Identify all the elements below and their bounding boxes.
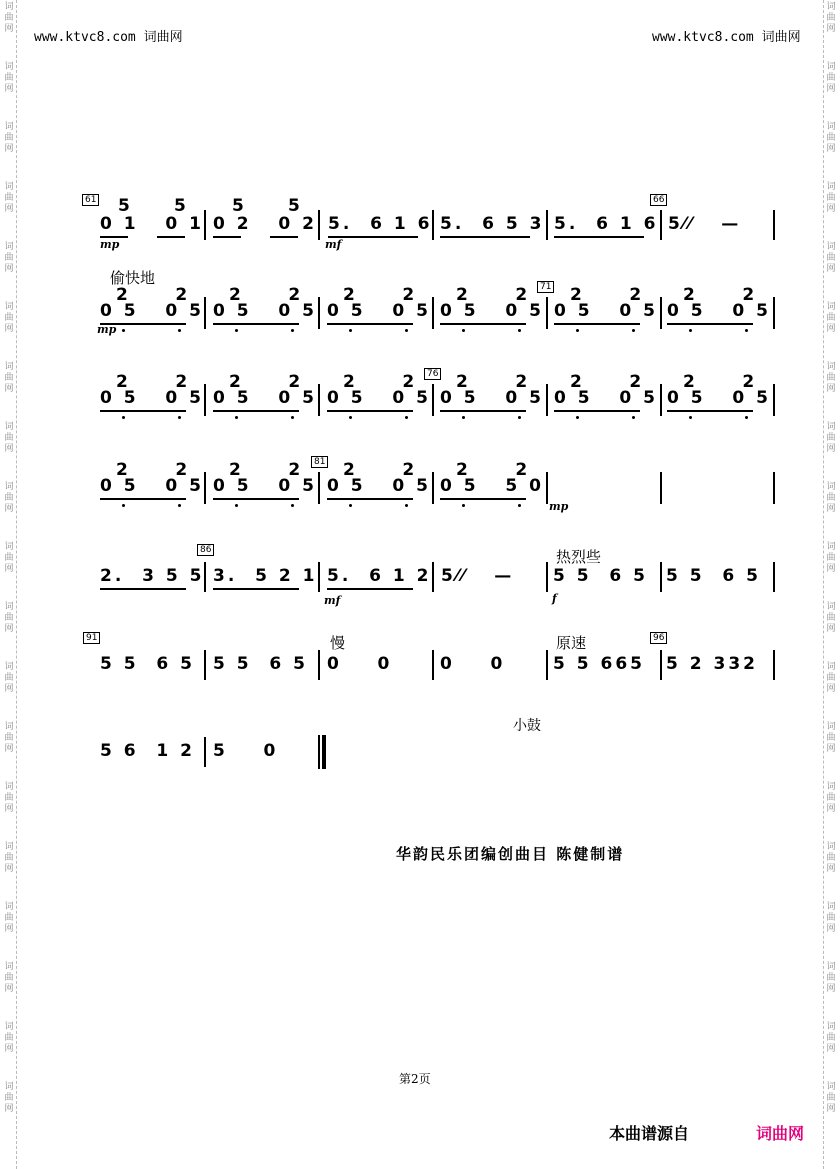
note-group: 0 5 0 5 [440,388,544,408]
watermark-char-group: 词 曲 网 [826,662,836,694]
upper-note: 5 [232,196,247,216]
underline [100,498,186,500]
octave-dot [405,416,408,419]
barline [204,737,206,767]
footer-source-label: 本曲谱源自 [609,1124,690,1143]
note-group: 5 5 665 [553,654,645,674]
expression-text: 热烈些 [556,548,602,566]
note-group: 5. 6 1 6 [328,214,433,234]
measure-number: 86 [197,544,214,556]
note-group: 0 5 0 5 [213,388,317,408]
barline [773,650,775,680]
barline [432,562,434,592]
dynamic-mark: f [552,592,557,605]
octave-dot [349,504,352,507]
octave-dot [235,416,238,419]
note-group: 0 5 0 5 [667,301,771,321]
barline [773,210,775,240]
octave-dot [689,329,692,332]
watermark-char-group: 词 曲 网 [826,842,836,874]
upper-note: 2 2 [683,372,758,392]
barline [546,210,548,240]
octave-dot [518,416,521,419]
barline [432,472,434,504]
underline [440,236,530,238]
watermark-char-group: 词 曲 网 [826,962,836,994]
watermark-char-group: 词 曲 网 [4,362,14,394]
barline [318,297,320,329]
octave-dot [518,329,521,332]
measure-number: 71 [537,281,554,293]
watermark-char-group: 词 曲 网 [826,902,836,934]
page-number: 第2页 [399,1072,431,1086]
watermark-char-group: 词 曲 网 [826,422,836,454]
underline [327,498,413,500]
note-group: 0 5 0 5 [213,476,317,496]
octave-dot [689,416,692,419]
underline [328,236,418,238]
underline [440,323,526,325]
score-row-4 [0,440,840,530]
expression-text: 小鼓 [513,718,541,734]
note-group: 0 0 [327,654,393,674]
note-group: 0 5 0 5 [327,301,431,321]
underline [213,498,299,500]
underline [440,410,526,412]
watermark-char-group: 词 曲 网 [4,62,14,94]
upper-note: 2 2 [229,460,304,480]
barline [318,562,320,592]
underline [327,410,413,412]
barline [204,650,206,680]
watermark-char-group: 词 曲 网 [4,662,14,694]
octave-dot [576,329,579,332]
octave-dot [349,416,352,419]
note-group: 0 5 0 5 [327,388,431,408]
note-group: 0 5 0 5 [327,476,431,496]
note-group: 0 5 0 5 [100,301,204,321]
upper-note: 5 [288,196,303,216]
upper-note: 5 [174,196,189,216]
upper-note: 2 2 [343,460,418,480]
octave-dot [632,329,635,332]
barline [204,472,206,504]
watermark-char-group: 词 曲 网 [826,122,836,154]
watermark-char-group: 词 曲 网 [4,1022,14,1054]
barline [660,210,662,240]
measure-number: 76 [424,368,441,380]
upper-note: 2 2 [570,285,645,305]
underline [327,588,413,590]
octave-dot [291,416,294,419]
barline [660,297,662,329]
octave-dot [235,504,238,507]
note-group: 5 6 1 2 [100,741,195,761]
expression-text: 原速 [556,634,587,652]
header-site-right[interactable]: www.ktvc8.com 词曲网 [652,30,801,45]
underline [270,236,298,238]
barline [660,650,662,680]
score-row-5 [0,540,840,630]
watermark-char-group: 词 曲 网 [826,722,836,754]
measure-number: 96 [650,632,667,644]
barline [318,210,320,240]
header-site-left[interactable]: www.ktvc8.com 词曲网 [34,30,183,45]
note-group: 5 5 6 5 [100,654,195,674]
octave-dot [745,416,748,419]
barline [660,472,662,504]
octave-dot [178,416,181,419]
note-group: 0 5 5 0 [440,476,544,496]
watermark-char-group: 词 曲 网 [826,602,836,634]
watermark-char-group: 词 曲 网 [4,482,14,514]
watermark-char-group: 词 曲 网 [826,2,836,34]
upper-note: 2 2 [229,285,304,305]
barline [318,472,320,504]
underline [213,588,299,590]
barline [773,562,775,592]
measure-number: 81 [311,456,328,468]
octave-dot [178,504,181,507]
upper-note: 5 [118,196,133,216]
barline [546,297,548,329]
note-group: 0 5 0 5 [100,388,204,408]
note-group: 0 5 0 5 [554,301,658,321]
score-row-6 [0,628,840,718]
upper-note: 2 2 [456,372,531,392]
octave-dot [576,416,579,419]
upper-note: 2 2 [116,372,191,392]
watermark-char-group: 词 曲 网 [4,422,14,454]
note-group: 5 5 6 5 [553,566,648,586]
octave-dot [291,504,294,507]
note-group: 0 2 0 2 [213,214,317,234]
barline [204,384,206,416]
barline [204,297,206,329]
barline [660,562,662,592]
measure-number: 91 [83,632,100,644]
dynamic-mark: mf [324,594,341,607]
dynamic-mark: mp [97,323,117,336]
barline [318,650,320,680]
barline [204,210,206,240]
watermark-char-group: 词 曲 网 [826,242,836,274]
measure-number: 66 [650,194,667,206]
note-group: 5. 6 5 3 [440,214,545,234]
score-row-2 [0,265,840,355]
watermark-char-group: 词 曲 网 [4,122,14,154]
upper-note: 2 2 [116,285,191,305]
upper-note: 2 2 [343,372,418,392]
note-group: 0 0 [440,654,506,674]
dynamic-mark: mp [100,238,120,251]
underline [213,323,299,325]
note-group: 0 5 0 5 [213,301,317,321]
measure-number: 61 [82,194,99,206]
watermark-char-group: 词 曲 网 [4,782,14,814]
barline [432,384,434,416]
watermark-char-group: 词 曲 网 [826,1082,836,1114]
barline [546,650,548,680]
underline [213,236,241,238]
expression-text: 偷快地 [110,269,156,287]
watermark-char-group: 词 曲 网 [826,782,836,814]
note-group: 0 1 0 1 [100,214,204,234]
underline [667,323,753,325]
underline [213,410,299,412]
watermark-char-group: 词 曲 网 [4,602,14,634]
watermark-char-group: 词 曲 网 [4,842,14,874]
credits: 华韵民乐团编创曲目 陈健制谱 [396,845,625,863]
octave-dot [745,329,748,332]
barline [546,384,548,416]
note-group: 5⁄⁄ — [668,214,742,234]
upper-note: 2 2 [683,285,758,305]
note-group: 5⁄⁄ — [441,566,515,586]
underline [327,323,413,325]
upper-note: 2 2 [456,460,531,480]
barline [546,472,548,504]
upper-note: 2 2 [343,285,418,305]
note-group: 5 5 6 5 [666,566,761,586]
watermark-char-group: 词 曲 网 [4,182,14,214]
note-group: 0 5 0 5 [440,301,544,321]
dynamic-mark: mf [325,238,342,251]
note-group: 5 2 332 [666,654,758,674]
final-barline-thin [318,735,320,769]
note-group: 2. 3 5 5 [100,566,205,586]
barline [660,384,662,416]
underline [667,410,753,412]
note-group: 0 5 0 5 [554,388,658,408]
octave-dot [462,416,465,419]
octave-dot [178,329,181,332]
barline [204,562,206,592]
note-group: 5. 6 1 6 [554,214,659,234]
watermark-char-group: 词 曲 网 [4,1082,14,1114]
watermark-char-group: 词 曲 网 [826,482,836,514]
barline [773,472,775,504]
note-group: 3. 5 2 1 [213,566,318,586]
watermark-char-group: 词 曲 网 [4,242,14,274]
watermark-char-group: 词 曲 网 [826,182,836,214]
octave-dot [122,329,125,332]
underline [554,323,640,325]
upper-note: 2 2 [229,372,304,392]
octave-dot [349,329,352,332]
footer-brand-link[interactable]: 词曲网 [756,1124,805,1143]
expression-text: 慢 [330,634,346,652]
octave-dot [462,329,465,332]
upper-note: 2 2 [116,460,191,480]
octave-dot [235,329,238,332]
octave-dot [462,504,465,507]
watermark-char-group: 词 曲 网 [4,302,14,334]
octave-dot [122,504,125,507]
watermark-char-group: 词 曲 网 [4,2,14,34]
watermark-char-group: 词 曲 网 [4,902,14,934]
dynamic-mark: mp [549,500,569,513]
note-group: 0 5 0 5 [667,388,771,408]
barline [432,297,434,329]
underline [100,410,186,412]
score-row-3 [0,352,840,442]
barline [773,297,775,329]
score-row-7 [0,715,840,805]
barline [318,384,320,416]
octave-dot [518,504,521,507]
octave-dot [405,329,408,332]
octave-dot [405,504,408,507]
upper-note: 2 2 [456,285,531,305]
note-group: 5 0 [213,741,279,761]
barline [432,650,434,680]
underline [554,410,640,412]
barline [546,562,548,592]
barline [773,384,775,416]
octave-dot [291,329,294,332]
watermark-char-group: 词 曲 网 [826,542,836,574]
watermark-char-group: 词 曲 网 [4,722,14,754]
underline [440,498,526,500]
watermark-char-group: 词 曲 网 [826,302,836,334]
watermark-char-group: 词 曲 网 [4,962,14,994]
underline [157,236,185,238]
octave-dot [122,416,125,419]
watermark-char-group: 词 曲 网 [4,542,14,574]
watermark-char-group: 词 曲 网 [826,62,836,94]
watermark-char-group: 词 曲 网 [826,1022,836,1054]
barline [432,210,434,240]
note-group: 5 5 6 5 [213,654,308,674]
octave-dot [632,416,635,419]
final-barline-thick [322,735,326,769]
upper-note: 2 2 [570,372,645,392]
underline [100,588,186,590]
watermark-char-group: 词 曲 网 [826,362,836,394]
underline [554,236,644,238]
note-group: 5. 6 1 2 [327,566,432,586]
note-group: 0 5 0 5 [100,476,204,496]
